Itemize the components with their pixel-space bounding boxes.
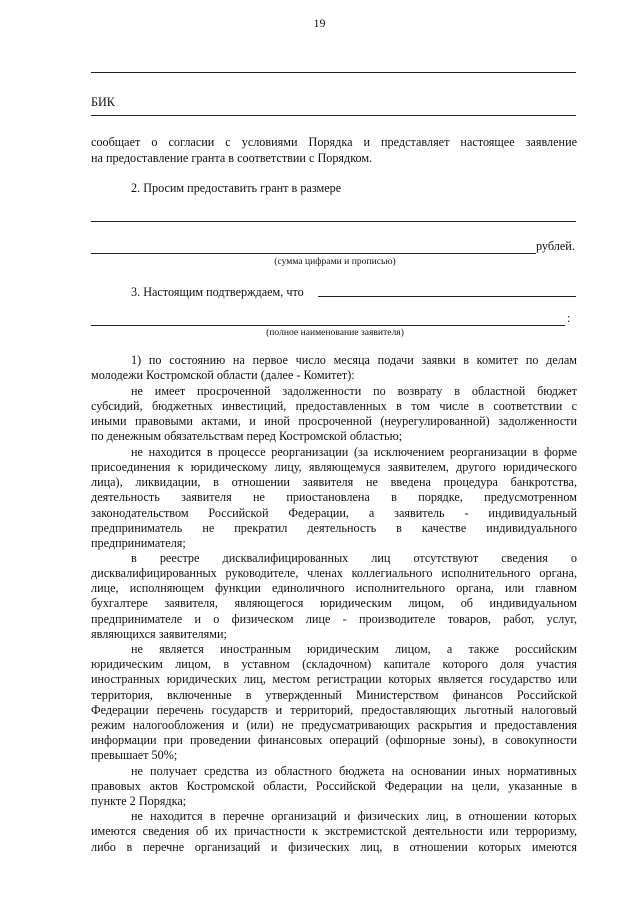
cond-line-31: не находится в перечне организаций и физических лиц, в отношении которых: [131, 809, 577, 823]
cond-line-2: молодежи Костромской области (далее - Комитет):: [91, 368, 355, 382]
cond-line-22: иностранных юридических лиц, местом регистрации которых является государство или: [91, 672, 577, 686]
cond-line-30: пункте 2 Порядка;: [91, 794, 187, 808]
cond-line-19: являющихся заявителями;: [91, 627, 227, 641]
cond-line-21: юридическим лицом, в уставном (складочном) капитале которого доля участия: [91, 657, 577, 671]
cond-line-6: по денежным обязательствам перед Костромской областью;: [91, 429, 403, 443]
item-2-text: 2. Просим предоставить грант в размере: [131, 181, 342, 195]
sum-caption: (сумма цифрами и прописью): [274, 256, 396, 267]
cond-line-16: лице, исполняющем функции единоличного исполнительного органа, или главном: [91, 581, 577, 595]
cond-line-7: не находится в процессе реорганизации (за исключением реорганизации в форме: [131, 445, 577, 459]
cond-line-8: присоединения к юридическому лицу, являющемуся заявителем, другого юридического: [91, 460, 577, 474]
grant-amount-line-1: [91, 221, 576, 222]
cond-line-12: предприниматель не прекратил деятельность в качестве индивидуального: [91, 521, 577, 535]
cond-line-25: режим налогообложения и (или) не предусматривающих раскрытия и предоставления: [91, 718, 577, 732]
cond-line-20: не является иностранным юридическим лицом, а также российским: [131, 642, 577, 656]
bik-label: БИК: [91, 95, 115, 109]
cond-line-28: не получает средства из областного бюджета на основании иных нормативных: [131, 764, 577, 778]
cond-line-27: превышает 50%;: [91, 748, 178, 762]
cond-line-29: правовых актов Костромской области, Российской Федерации на цели, указанные в: [91, 779, 577, 793]
cond-line-17: бухгалтере заявителя, являющегося юридическим лицом, об индивидуальном: [91, 596, 577, 610]
cond-line-13: предпринимателя;: [91, 536, 186, 550]
cond-line-11: законодательством Российской Федерации, а заявитель - индивидуальный: [91, 506, 577, 520]
applicant-line-1: [318, 296, 576, 297]
cond-line-3: не имеет просроченной задолженности по возврату в областной бюджет: [131, 384, 577, 398]
blank-line-top: [91, 72, 576, 73]
applicant-caption: (полное наименование заявителя): [266, 327, 404, 338]
consent-line-2: на предоставление гранта в соответствии с Порядком.: [91, 151, 373, 165]
cond-line-4: субсидий, бюджетных инвестиций, предоставленных в том числе в соответствии с: [91, 399, 577, 413]
cond-line-10: деятельность заявителя не приостановлена в порядке, предусмотренном: [91, 490, 577, 504]
cond-line-23: территория, включенные в утвержденный Министерством финансов Российской: [91, 688, 577, 702]
cond-line-9: лица), ликвидации, в отношении заявителя не введена процедура банкротства,: [91, 475, 577, 489]
cond-line-33: либо в перечне организаций и физических лиц, в отношении которых имеются: [91, 840, 577, 854]
cond-line-15: дисквалифицированных руководителе, членах коллегиального исполнительного органа,: [91, 566, 577, 580]
consent-line-1: сообщает о согласии с условиями Порядка и представляет настоящее заявление: [91, 135, 577, 149]
grant-amount-line-2: [91, 253, 536, 254]
cond-line-32: имеются сведения об их причастности к экстремистской деятельности или терроризму,: [91, 824, 577, 838]
item-3-text: 3. Настоящим подтверждаем, что: [131, 285, 304, 299]
cond-line-18: предпринимателе и о физическом лице - производителе товаров, работ, услуг,: [91, 612, 577, 626]
cond-line-5: иными правовыми актами, и иной просроченной (неурегулированной) задолженности: [91, 414, 577, 428]
colon: :: [567, 311, 571, 325]
bik-line: [91, 115, 576, 116]
page-number: 19: [313, 16, 326, 30]
cond-line-14: в реестре дисквалифицированных лиц отсутствуют сведения о: [131, 551, 577, 565]
rubles-suffix: рублей.: [536, 239, 575, 253]
cond-line-26: информации при проведении финансовых операций (офшорные зоны), в совокупности: [91, 733, 577, 747]
cond-line-24: Федерации перечень государств и территорий, предоставляющих льготный налоговый: [91, 703, 577, 717]
applicant-line-2: [91, 325, 565, 326]
cond-line-1: 1) по состоянию на первое число месяца подачи заявки в комитет по делам: [131, 353, 577, 367]
